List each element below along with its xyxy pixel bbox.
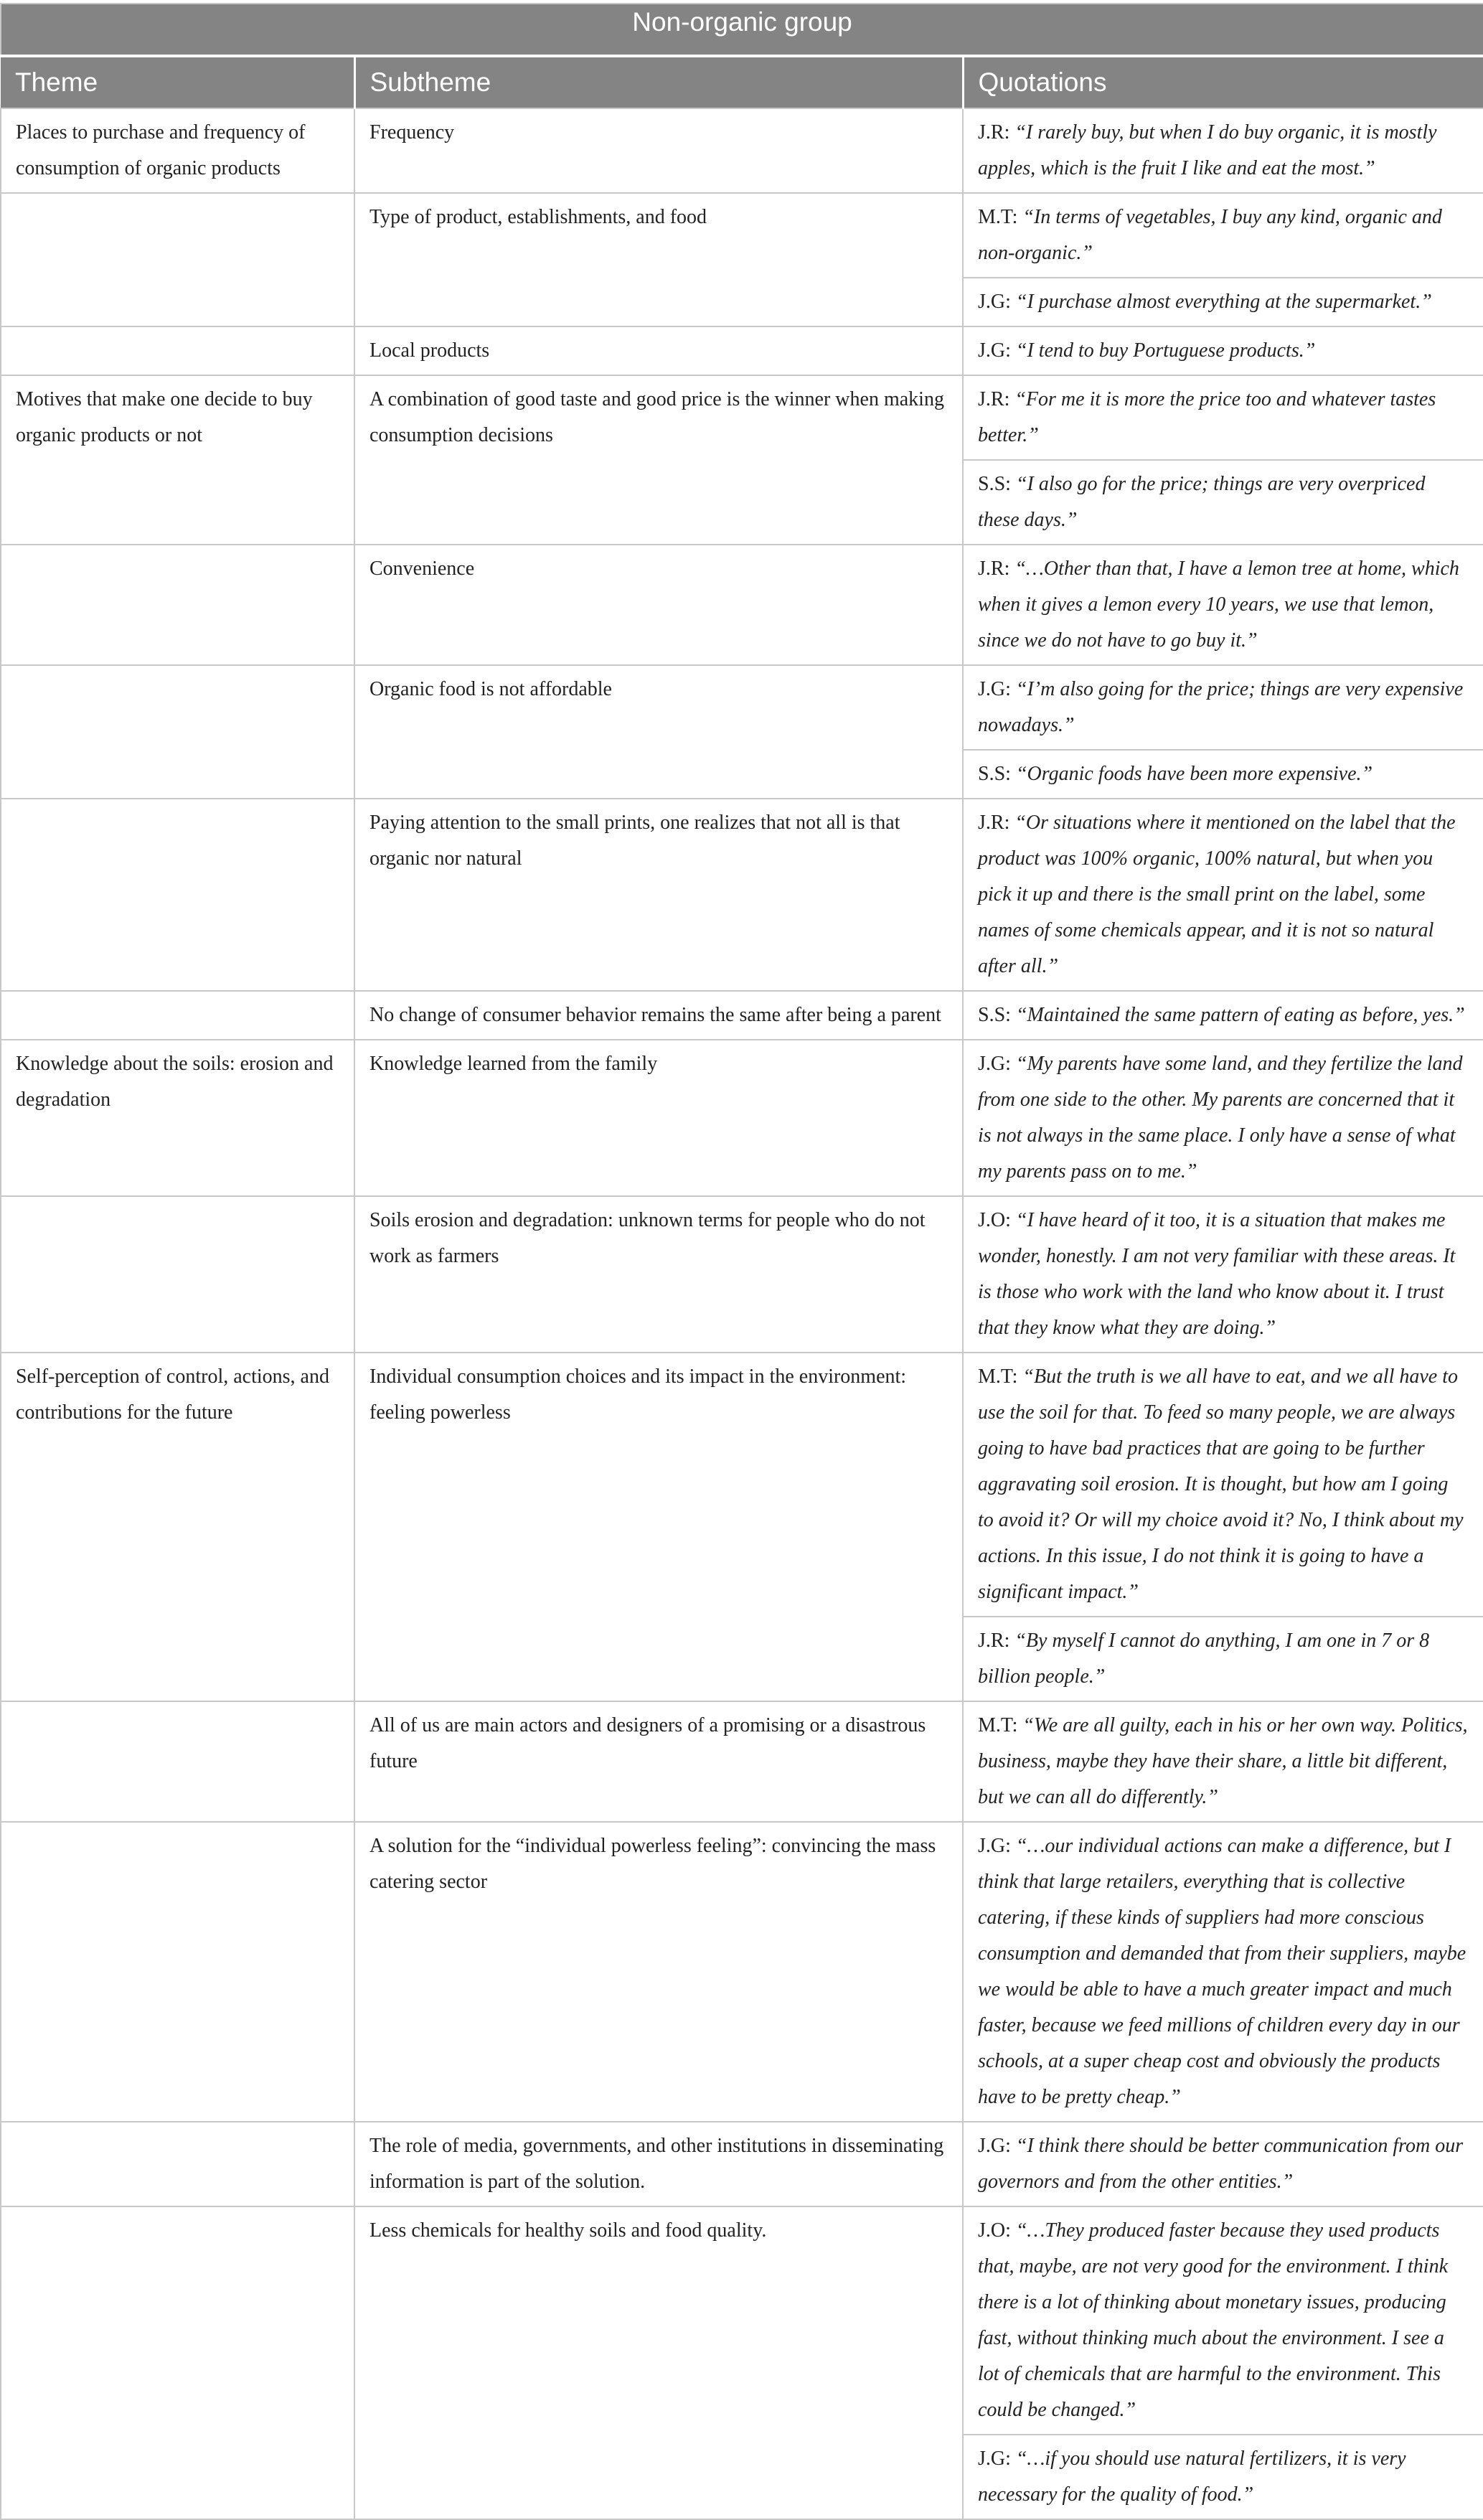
speaker-initials: J.G: xyxy=(978,678,1011,700)
subtheme-cell: Individual consumption choices and its impact in the environment: feeling powerless xyxy=(354,1353,963,1701)
theme-cell xyxy=(1,193,354,326)
theme-cell xyxy=(1,1701,354,1822)
quotation-cell xyxy=(963,193,1483,278)
quotation-cell xyxy=(963,1701,1483,1822)
subtheme-cell: Less chemicals for healthy soils and food quality. xyxy=(354,2206,963,2519)
quotation-cell xyxy=(963,1617,1483,1701)
speaker-initials: J.G: xyxy=(978,1835,1011,1857)
theme-cell xyxy=(1,1822,354,2122)
quotation-text: “…They produced faster because they used products that, maybe, are not very good for the environment. I think there is a lot of thinking about monetary issues, producing fast, without thinking much about the environment. I see a lot of chemicals that are harmful to the environment. This could be changed.” xyxy=(978,2219,1448,2421)
subtheme-cell: No change of consumer behavior remains the same after being a parent xyxy=(354,991,963,1040)
speaker-initials: M.T: xyxy=(978,1365,1018,1388)
table-row xyxy=(1,799,1483,991)
table-row xyxy=(1,375,1483,460)
subtheme-cell: Soils erosion and degradation: unknown terms for people who do not work as farmers xyxy=(354,1196,963,1353)
speaker-initials: J.R: xyxy=(978,388,1010,410)
theme-cell xyxy=(1,326,354,375)
quotation-cell xyxy=(963,750,1483,799)
subtheme-cell: Paying attention to the small prints, one realizes that not all is that organic nor natural xyxy=(354,799,963,991)
quotation-cell xyxy=(963,108,1483,193)
quotation-text: “My parents have some land, and they fertilize the land from one side to the other. My parents are concerned that it is not always in the same place. I only have a sense of what my parents pass on to me.” xyxy=(978,1053,1463,1183)
speaker-initials: J.R: xyxy=(978,812,1010,834)
theme-cell: Self-perception of control, actions, and contributions for the future xyxy=(1,1353,354,1701)
quotation-text: “I purchase almost everything at the supermarket.” xyxy=(1015,291,1432,313)
speaker-initials: J.R: xyxy=(978,121,1010,144)
quotation-cell xyxy=(963,665,1483,750)
quotation-cell xyxy=(963,1196,1483,1353)
theme-cell xyxy=(1,1196,354,1353)
theme-cell xyxy=(1,545,354,665)
table-header-row xyxy=(1,56,1483,108)
speaker-initials: J.O: xyxy=(978,1209,1011,1231)
quotation-text: “I think there should be better communication from our governors and from the other entities.” xyxy=(978,2135,1464,2193)
table-row xyxy=(1,1040,1483,1196)
theme-cell xyxy=(1,799,354,991)
quotation-cell xyxy=(963,460,1483,545)
speaker-initials: S.S: xyxy=(978,473,1011,495)
subtheme-cell: All of us are main actors and designers of a promising or a disastrous future xyxy=(354,1701,963,1822)
table-title: Non-organic group xyxy=(1,4,1483,56)
quotation-text: “Organic foods have been more expensive.” xyxy=(1015,763,1373,785)
table-body xyxy=(1,108,1483,2519)
speaker-initials: M.T: xyxy=(978,1714,1018,1736)
quotation-text: “But the truth is we all have to eat, and we all have to use the soil for that. To feed so many people, we are always going to have bad practices that are going to be further aggravating soil erosion. It is thought, but how am I going to avoid it? Or will my choice avoid it? No, I think about my actions. In this issue, I do not think it is going to have a significant impact.” xyxy=(978,1365,1464,1603)
quotation-text: “…Other than that, I have a lemon tree at home, which when it gives a lemon every 10 years, we use that lemon, since we do not have to go buy it.” xyxy=(978,558,1459,652)
quotation-cell xyxy=(963,278,1483,326)
speaker-initials: J.G: xyxy=(978,2135,1011,2157)
subtheme-cell: Frequency xyxy=(354,108,963,193)
quotation-cell xyxy=(963,799,1483,991)
table-row xyxy=(1,1196,1483,1353)
quotation-text: “…if you should use natural fertilizers, it is very necessary for the quality of food.” xyxy=(978,2448,1406,2506)
theme-cell xyxy=(1,2122,354,2206)
header-subtheme: Subtheme xyxy=(354,56,963,108)
table-row xyxy=(1,1701,1483,1822)
header-quotations: Quotations xyxy=(963,56,1483,108)
quotation-text: “…our individual actions can make a difference, but I think that large retailers, everything that is collective catering, if these kinds of suppliers had more conscious consumption and demanded that from their suppliers, maybe we would be able to have a much greater impact and much faster, because we feed millions of children every day in our schools, at a super cheap cost and obviously the products have to be pretty cheap.” xyxy=(978,1835,1466,2108)
table-row xyxy=(1,108,1483,193)
table-row xyxy=(1,545,1483,665)
quotation-text: “By myself I cannot do anything, I am one in 7 or 8 billion people.” xyxy=(978,1630,1430,1688)
quotation-cell xyxy=(963,2122,1483,2206)
subtheme-cell: Knowledge learned from the family xyxy=(354,1040,963,1196)
speaker-initials: J.G: xyxy=(978,339,1011,362)
speaker-initials: S.S: xyxy=(978,1004,1011,1026)
quotation-cell xyxy=(963,375,1483,460)
subtheme-cell: Convenience xyxy=(354,545,963,665)
speaker-initials: J.R: xyxy=(978,558,1010,580)
quotation-text: “I tend to buy Portuguese products.” xyxy=(1015,339,1316,362)
theme-cell xyxy=(1,991,354,1040)
table-row xyxy=(1,2206,1483,2435)
speaker-initials: J.G: xyxy=(978,2448,1011,2470)
table-row xyxy=(1,193,1483,278)
speaker-initials: J.O: xyxy=(978,2219,1011,2242)
table-row xyxy=(1,1353,1483,1617)
quotation-cell xyxy=(963,1353,1483,1617)
quotation-cell xyxy=(963,1822,1483,2122)
quotation-text: “Maintained the same pattern of eating as before, yes.” xyxy=(1015,1004,1465,1026)
quotation-text: “I have heard of it too, it is a situation that makes me wonder, honestly. I am not very familiar with these areas. It is those who work with the land who know about it. I trust that they know what they are doing.” xyxy=(978,1209,1456,1339)
theme-cell: Places to purchase and frequency of consumption of organic products xyxy=(1,108,354,193)
table-row xyxy=(1,2122,1483,2206)
table-row xyxy=(1,991,1483,1040)
theme-cell: Knowledge about the soils: erosion and degradation xyxy=(1,1040,354,1196)
header-theme: Theme xyxy=(1,56,354,108)
quotation-text: “Or situations where it mentioned on the label that the product was 100% organic, 100% natural, but when you pick it up and there is the small print on the label, some names of some chemicals appear, and it is not so natural after all.” xyxy=(978,812,1456,977)
quotations-table xyxy=(0,3,1483,2520)
table-row xyxy=(1,1822,1483,2122)
subtheme-cell: A combination of good taste and good price is the winner when making consumption decisions xyxy=(354,375,963,545)
quotation-text: “I rarely buy, but when I do buy organic, it is mostly apples, which is the fruit I like and eat the most.” xyxy=(978,121,1437,179)
speaker-initials: M.T: xyxy=(978,206,1018,228)
quotation-text: “I’m also going for the price; things are very expensive nowadays.” xyxy=(978,678,1464,736)
table-row xyxy=(1,326,1483,375)
subtheme-cell: Local products xyxy=(354,326,963,375)
quotation-cell xyxy=(963,545,1483,665)
quotation-cell xyxy=(963,326,1483,375)
subtheme-cell: The role of media, governments, and other institutions in disseminating information is part of the solution. xyxy=(354,2122,963,2206)
theme-cell xyxy=(1,665,354,799)
quotation-cell xyxy=(963,2206,1483,2435)
quotation-text: “We are all guilty, each in his or her own way. Politics, business, maybe they have their share, a little bit different, but we can all do differently.” xyxy=(978,1714,1468,1808)
table-row xyxy=(1,665,1483,750)
speaker-initials: J.G: xyxy=(978,291,1011,313)
theme-cell xyxy=(1,2206,354,2519)
quotation-text: “For me it is more the price too and whatever tastes better.” xyxy=(978,388,1436,446)
speaker-initials: J.R: xyxy=(978,1630,1010,1652)
quotation-text: “In terms of vegetables, I buy any kind, organic and non-organic.” xyxy=(978,206,1442,264)
speaker-initials: S.S: xyxy=(978,763,1011,785)
quotation-cell xyxy=(963,2435,1483,2519)
speaker-initials: J.G: xyxy=(978,1053,1011,1075)
theme-cell: Motives that make one decide to buy organic products or not xyxy=(1,375,354,545)
subtheme-cell: Type of product, establishments, and food xyxy=(354,193,963,326)
quotation-text: “I also go for the price; things are very overpriced these days.” xyxy=(978,473,1426,531)
quotation-cell xyxy=(963,991,1483,1040)
quotation-cell xyxy=(963,1040,1483,1196)
subtheme-cell: A solution for the “individual powerless feeling”: convincing the mass catering sector xyxy=(354,1822,963,2122)
subtheme-cell: Organic food is not affordable xyxy=(354,665,963,799)
